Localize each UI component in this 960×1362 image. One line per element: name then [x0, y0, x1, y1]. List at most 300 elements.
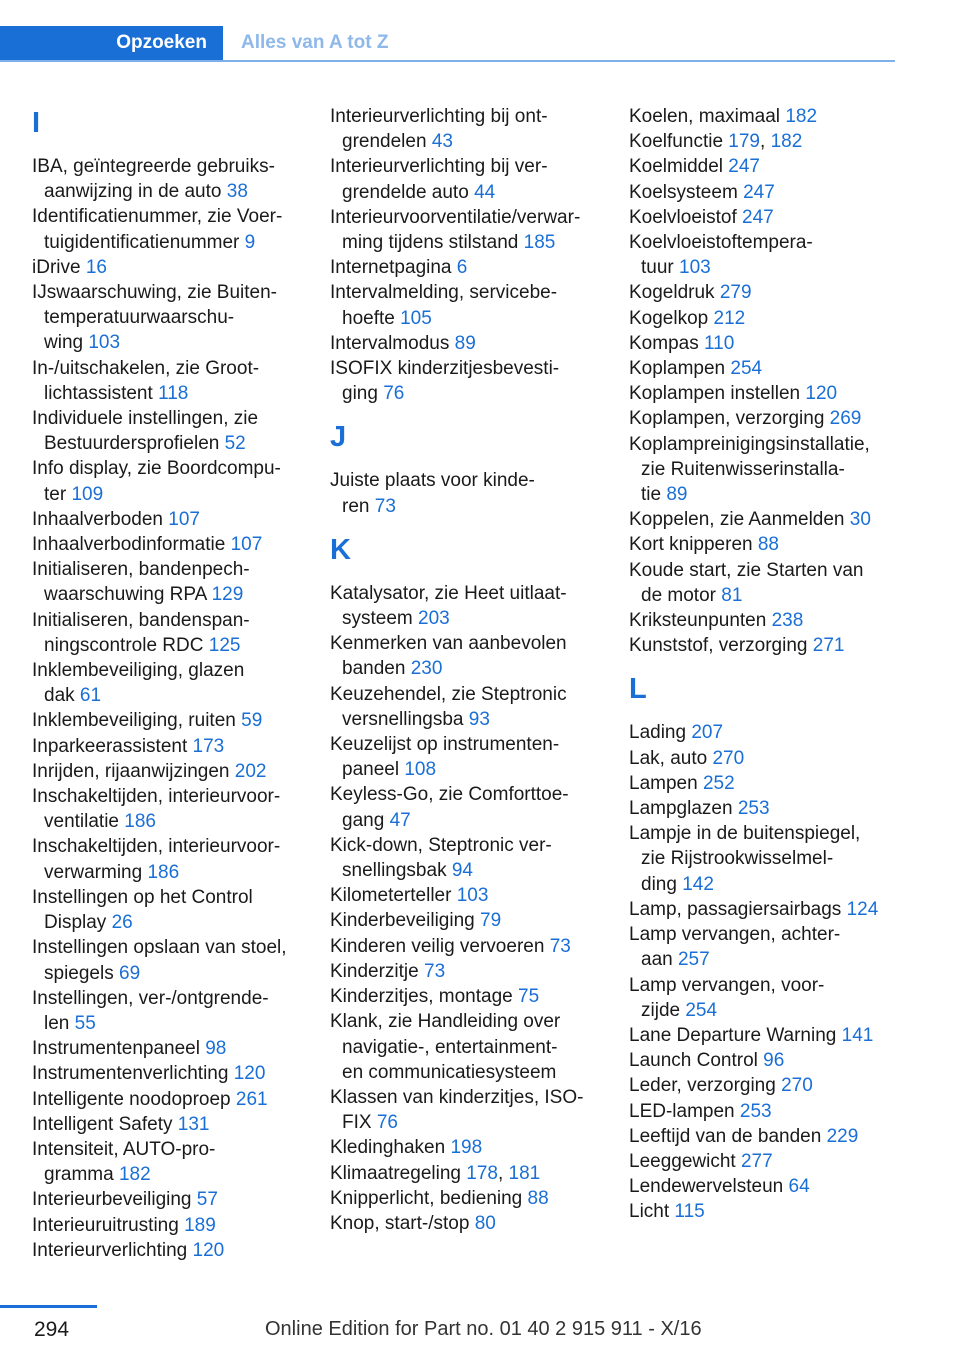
- page-reference-link[interactable]: 43: [431, 131, 453, 153]
- index-entry: [330, 104, 626, 154]
- page-reference-link[interactable]: 252: [702, 772, 735, 794]
- page-reference-link[interactable]: 203: [418, 608, 450, 630]
- index-entry: [32, 608, 328, 658]
- entry-text: wing: [44, 332, 84, 354]
- index-entry: [330, 934, 626, 959]
- entry-text: Initialiseren, bandenpech-: [32, 559, 250, 581]
- entry-text: Lading: [629, 722, 687, 744]
- entry-text: Knipperlicht, bediening: [330, 1187, 523, 1209]
- page-reference-link[interactable]: 270: [781, 1075, 813, 1097]
- page-reference-link[interactable]: 212: [713, 307, 746, 329]
- entry-text: Inparkeerassistent: [32, 735, 188, 757]
- entry-text: Kompas: [629, 332, 699, 354]
- page-reference-link[interactable]: 64: [788, 1176, 810, 1198]
- page-reference-link[interactable]: 182: [770, 131, 803, 153]
- page-reference-link[interactable]: 107: [230, 534, 263, 556]
- entry-text: tie: [641, 484, 662, 506]
- page-reference-link[interactable]: 125: [208, 634, 241, 656]
- index-entry: [629, 821, 925, 897]
- entry-text: Bestuurdersprofielen: [44, 433, 220, 455]
- index-entry: [32, 734, 328, 759]
- entry-text: ventilatie: [44, 811, 119, 833]
- entry-text: Kinderzitjes, montage: [330, 986, 513, 1008]
- page-reference-link[interactable]: 279: [719, 282, 752, 304]
- entry-text: Individuele instellingen, zie: [32, 408, 259, 430]
- index-entry: [629, 897, 925, 922]
- entry-text: Lamp vervangen, achter-: [629, 924, 841, 946]
- entry-text: Intelligent Safety: [32, 1113, 173, 1135]
- page-reference-link[interactable]: 257: [677, 949, 710, 971]
- page-reference-link[interactable]: 88: [527, 1187, 549, 1209]
- entry-text: Inrijden, rijaanwijzingen: [32, 760, 230, 782]
- entry-text: Inklembeveiliging, ruiten: [32, 710, 236, 732]
- index-entry: [32, 1213, 328, 1238]
- entry-text: lichtassistent: [44, 382, 153, 404]
- entry-text: Instellingen, ver-/ontgrende-: [32, 987, 269, 1009]
- entry-text: Keuzehendel, zie Steptronic: [330, 683, 567, 705]
- page-reference-link[interactable]: 261: [235, 1088, 268, 1110]
- page-reference-link[interactable]: 44: [474, 181, 496, 203]
- entry-text: Inschakeltijden, interieurvoor-: [32, 786, 281, 808]
- index-entry: [629, 1124, 925, 1149]
- page-reference-link[interactable]: 124: [846, 898, 879, 920]
- index-entry: [629, 922, 925, 972]
- index-entry: [330, 468, 626, 518]
- entry-text: Kriksteunpunten: [629, 610, 767, 632]
- index-entry: [330, 682, 626, 732]
- page-reference-link[interactable]: 73: [549, 935, 571, 957]
- index-entry: [32, 1137, 328, 1187]
- entry-text: Keyless-Go, zie Comforttoe-: [330, 784, 569, 806]
- entry-text: IBA, geïntegreerde gebruiks-: [32, 156, 275, 177]
- index-entry: [32, 507, 328, 532]
- index-letter-heading: K: [330, 533, 351, 566]
- entry-text: Inhaalverboden: [32, 508, 163, 530]
- page-reference-link[interactable]: 115: [674, 1201, 705, 1223]
- index-entry: [32, 456, 328, 506]
- page-reference-link[interactable]: 120: [805, 383, 838, 405]
- entry-text: waarschuwing RPA: [44, 584, 207, 606]
- entry-text: Keuzelijst op instrumenten-: [330, 734, 560, 756]
- index-entry: [330, 732, 626, 782]
- index-letter-heading: I: [32, 107, 41, 139]
- entry-text: Lampje in de buitenspiegel,: [629, 823, 861, 845]
- entry-text: tuur: [641, 257, 674, 279]
- entry-text: Interieurverlichting bij ont-: [330, 106, 548, 127]
- entry-text: navigatie-, entertainment-: [342, 1036, 558, 1058]
- index-entry: [330, 331, 626, 356]
- index-entry: [629, 230, 925, 280]
- footer-accent-bar: [0, 1305, 97, 1308]
- index-entry: [32, 154, 328, 204]
- index-entry: [629, 633, 925, 658]
- page-number: 294: [34, 1318, 70, 1341]
- entry-text: Inklembeveiliging, glazen: [32, 660, 245, 682]
- entry-text: Kinderbeveiliging: [330, 910, 475, 932]
- page-reference-link[interactable]: 69: [119, 962, 141, 984]
- entry-text: Intensiteit, AUTO-pro-: [32, 1138, 216, 1160]
- entry-text: Interieurverlichting: [32, 1239, 188, 1261]
- entry-text: Koelfunctie: [629, 131, 724, 153]
- index-entry: [32, 986, 328, 1036]
- index-entry: [629, 154, 925, 179]
- index-entry: [32, 784, 328, 834]
- index-entry: [629, 1149, 925, 1174]
- entry-text: ren: [342, 495, 370, 517]
- index-entry: [32, 532, 328, 557]
- entry-text: Koplampen, verzorging: [629, 408, 825, 430]
- index-entry: [629, 306, 925, 331]
- entry-text: ningscontrole RDC: [44, 634, 204, 656]
- entry-text: Inschakeltijden, interieurvoor-: [32, 836, 281, 858]
- index-entry: [629, 532, 925, 557]
- page-reference-link[interactable]: 202: [234, 760, 267, 782]
- index-entry: [330, 908, 626, 933]
- entry-text: gramma: [44, 1164, 114, 1186]
- entry-text: Instellingen op het Control: [32, 886, 253, 908]
- page-reference-link[interactable]: 118: [158, 382, 189, 404]
- edition-footer: Online Edition for Part no. 01 40 2 915 911 - X/16: [265, 1318, 702, 1340]
- entry-text: Lak, auto: [629, 747, 708, 769]
- index-entry: [32, 759, 328, 784]
- entry-text: tuigidentificatienummer: [44, 231, 240, 253]
- index-entry: [32, 1036, 328, 1061]
- page-reference-link[interactable]: 182: [118, 1164, 151, 1186]
- page-reference-link[interactable]: 26: [111, 912, 133, 934]
- index-entry: [330, 154, 626, 204]
- tab-alles-van-a-tot-z[interactable]: Alles van A tot Z: [241, 32, 389, 53]
- tab-opzoeken[interactable]: Opzoeken: [0, 26, 223, 60]
- page-reference-link[interactable]: 129: [211, 584, 244, 606]
- page-reference-link[interactable]: 141: [841, 1024, 874, 1046]
- page-reference-link[interactable]: 38: [226, 181, 248, 203]
- page-reference-link[interactable]: 189: [184, 1214, 216, 1236]
- page-reference-link[interactable]: 73: [374, 495, 396, 517]
- index-entry: [330, 255, 626, 280]
- entry-text: IJswaarschuwing, zie Buiten-: [32, 282, 277, 304]
- page-reference-link[interactable]: 96: [763, 1050, 785, 1072]
- entry-text: Kogeldruk: [629, 282, 715, 304]
- page-reference-link[interactable]: 108: [404, 759, 437, 781]
- page-reference-link[interactable]: 186: [147, 861, 180, 883]
- page-reference-link[interactable]: 88: [757, 534, 779, 556]
- page-reference-link[interactable]: 103: [456, 885, 489, 907]
- entry-text: ding: [641, 873, 677, 895]
- page-reference-link[interactable]: 47: [389, 809, 411, 831]
- page-reference-link[interactable]: 79: [480, 910, 502, 932]
- entry-text: gang: [342, 809, 385, 831]
- entry-text: dak: [44, 685, 75, 707]
- entry-text: FIX: [342, 1112, 372, 1134]
- index-entry: [32, 406, 328, 456]
- entry-text: Knop, start-/stop: [330, 1212, 470, 1234]
- entry-text: Initialiseren, bandenspan-: [32, 609, 250, 631]
- index-entry: [32, 204, 328, 254]
- entry-text: Kenmerken van aanbevolen: [330, 633, 567, 655]
- page-reference-link[interactable]: 270: [712, 747, 745, 769]
- entry-text: Identificatienummer, zie Voer-: [32, 206, 283, 228]
- entry-text: Launch Control: [629, 1050, 758, 1072]
- page-reference-link[interactable]: 131: [177, 1113, 210, 1135]
- entry-text: verwarming: [44, 861, 143, 883]
- page-reference-link[interactable]: 93: [468, 708, 490, 730]
- page-reference-link[interactable]: 76: [383, 383, 405, 405]
- index-entry: [629, 1048, 925, 1073]
- page-reference-link[interactable]: 89: [454, 332, 476, 354]
- entry-text: Kinderzitje: [330, 960, 419, 982]
- page-reference-link[interactable]: 55: [74, 1012, 96, 1034]
- index-entry: [330, 782, 626, 832]
- page-reference-link[interactable]: 182: [785, 106, 818, 127]
- entry-text: zijde: [641, 999, 681, 1021]
- entry-text: Koplampen instellen: [629, 383, 801, 405]
- index-column-1: [32, 104, 328, 1263]
- index-entry: [330, 984, 626, 1009]
- page-reference-link[interactable]: 247: [742, 206, 774, 228]
- entry-text: len: [44, 1012, 70, 1034]
- page-reference-link[interactable]: 253: [739, 1100, 772, 1122]
- entry-text: Koelen, maximaal: [629, 106, 781, 127]
- entry-text: Intervalmelding, servicebe-: [330, 282, 558, 304]
- entry-text: Instellingen opslaan van stoel,: [32, 937, 287, 959]
- entry-text: Intelligente noodoproep: [32, 1088, 231, 1110]
- entry-text: Lendewervelsteun: [629, 1176, 784, 1198]
- index-entry: [629, 356, 925, 381]
- index-entry: [629, 205, 925, 230]
- entry-text: grendelen: [342, 131, 427, 153]
- index-entry: [32, 834, 328, 884]
- page-reference-link[interactable]: 81: [721, 584, 743, 606]
- entry-text: LED-lampen: [629, 1100, 735, 1122]
- index-entry: [32, 935, 328, 985]
- page-reference-link[interactable]: 103: [679, 257, 711, 279]
- entry-text: Inhaalverbodinformatie: [32, 534, 226, 556]
- entry-text: zie Ruitenwisserinstalla-: [641, 458, 845, 480]
- entry-text: spiegels: [44, 962, 114, 984]
- index-entry: [330, 883, 626, 908]
- entry-text: versnellingsba: [342, 708, 464, 730]
- page-reference-link[interactable]: 16: [85, 256, 107, 278]
- index-entry: [330, 1211, 626, 1236]
- index-entry: [32, 658, 328, 708]
- page-reference-link[interactable]: 57: [196, 1189, 218, 1211]
- index-entry: [32, 255, 328, 280]
- page-reference-link[interactable]: 185: [523, 232, 556, 254]
- index-entry: Koelfunctie 179, 182: [629, 131, 803, 153]
- entry-text: Koplampen: [629, 358, 726, 380]
- entry-text: ming tijdens stilstand: [342, 232, 519, 254]
- entry-text: Intervalmodus: [330, 332, 450, 354]
- entry-text: Koelvloeistof: [629, 206, 737, 228]
- index-entry: [32, 280, 328, 356]
- entry-text: Kinderen veilig vervoeren: [330, 935, 545, 957]
- entry-text: Interieurvoorventilatie/verwar-: [330, 206, 581, 228]
- index-entry: [629, 1073, 925, 1098]
- index-entry: [32, 1087, 328, 1112]
- index-entry: [629, 608, 925, 633]
- entry-text: iDrive: [32, 256, 81, 278]
- entry-text: Interieurbeveiliging: [32, 1189, 192, 1211]
- page-reference-link[interactable]: 254: [730, 358, 763, 380]
- page-reference-link[interactable]: 186: [124, 811, 156, 833]
- page-reference-link[interactable]: 179: [728, 131, 760, 153]
- index-entry: [629, 1174, 925, 1199]
- index-letter-heading: L: [629, 673, 647, 706]
- index-entry: [330, 631, 626, 681]
- index-letter-heading: J: [330, 421, 347, 454]
- entry-text: banden: [342, 658, 406, 680]
- entry-text: snellingsbak: [342, 860, 447, 882]
- index-column-3: [629, 104, 925, 1225]
- entry-text: Kledinghaken: [330, 1137, 446, 1159]
- index-entry: [629, 746, 925, 771]
- page-reference-link[interactable]: 253: [737, 798, 770, 820]
- page-reference-link[interactable]: 76: [376, 1112, 398, 1134]
- page-reference-link[interactable]: 98: [205, 1038, 227, 1060]
- header-tabbar: [0, 26, 895, 62]
- entry-text: Koppelen, zie Aanmelden: [629, 509, 845, 531]
- page-reference-link[interactable]: 89: [666, 484, 688, 506]
- entry-text: Koelvloeistoftempera-: [629, 232, 813, 254]
- index-entry: [629, 432, 925, 508]
- page-reference-link[interactable]: 230: [410, 658, 443, 680]
- page-reference-link[interactable]: 238: [771, 610, 804, 632]
- entry-text: Instrumentenpaneel: [32, 1038, 200, 1060]
- page-reference-link[interactable]: 271: [812, 635, 845, 657]
- entry-text: Kogelkop: [629, 307, 709, 329]
- index-entry: [32, 708, 328, 733]
- index-entry: [629, 331, 925, 356]
- entry-text: Leeggewicht: [629, 1150, 736, 1172]
- entry-text: Kunststof, verzorging: [629, 635, 808, 657]
- index-entry: [32, 557, 328, 607]
- page-reference-link[interactable]: 178: [466, 1162, 498, 1184]
- index-entry: [629, 507, 925, 532]
- page-reference-link[interactable]: 59: [241, 710, 263, 732]
- entry-text: Kilometerteller: [330, 885, 452, 907]
- index-entry: [330, 205, 626, 255]
- page-reference-link[interactable]: 105: [400, 307, 432, 329]
- entry-text: Lane Departure Warning: [629, 1024, 837, 1046]
- index-entry: [629, 1023, 925, 1048]
- entry-text: systeem: [342, 608, 413, 630]
- entry-text: Info display, zie Boordcompu-: [32, 458, 281, 480]
- index-entry: [330, 1135, 626, 1160]
- page-reference-link[interactable]: 254: [685, 999, 718, 1021]
- entry-text: Display: [44, 912, 107, 934]
- page-reference-link[interactable]: 80: [474, 1212, 496, 1234]
- entry-text: Lamp, passagiersairbags: [629, 898, 842, 920]
- index-entry: [629, 104, 925, 129]
- index-entry: [629, 180, 925, 205]
- entry-text: hoefte: [342, 307, 395, 329]
- index-entry: [629, 381, 925, 406]
- page-reference-link[interactable]: 9: [244, 231, 256, 253]
- page-reference-link[interactable]: 110: [703, 332, 735, 354]
- index-entry: [32, 1061, 328, 1086]
- page-reference-link[interactable]: 30: [849, 509, 871, 531]
- page-reference-link[interactable]: 173: [192, 735, 225, 757]
- index-entry: [330, 1009, 626, 1085]
- index-column-2: [330, 104, 626, 1236]
- page-reference-link[interactable]: 94: [451, 860, 473, 882]
- page-reference-link[interactable]: 120: [233, 1063, 266, 1085]
- page-reference-link[interactable]: 52: [224, 433, 246, 455]
- index-entry: [330, 581, 626, 631]
- index-entry: [629, 720, 925, 745]
- index-entry: [629, 558, 925, 608]
- entry-text: temperatuurwaarschu-: [44, 307, 235, 329]
- index-entry: [629, 796, 925, 821]
- page-reference-link[interactable]: 142: [682, 873, 714, 895]
- index-entry: Klimaatregeling 178, 181: [330, 1162, 541, 1184]
- entry-text: Leeftijd van de banden: [629, 1125, 822, 1147]
- index-entry: [32, 1238, 328, 1263]
- page-reference-link[interactable]: 103: [88, 332, 121, 354]
- index-entry: [32, 356, 328, 406]
- entry-text: aan: [641, 949, 673, 971]
- entry-text: In-/uitschakelen, zie Groot-: [32, 357, 260, 379]
- page-reference-link[interactable]: 269: [829, 408, 862, 430]
- entry-text: en communicatiesysteem: [342, 1061, 557, 1083]
- index-entry: [629, 280, 925, 305]
- entry-text: Licht: [629, 1201, 670, 1223]
- entry-text: aanwijzing in de auto: [44, 181, 222, 203]
- index-entry: [330, 833, 626, 883]
- index-entry: [32, 885, 328, 935]
- page-reference-link[interactable]: 61: [79, 685, 102, 707]
- page-reference-link[interactable]: 181: [508, 1162, 541, 1184]
- entry-text: Interieuruitrusting: [32, 1214, 179, 1236]
- entry-text: Kick-down, Steptronic ver-: [330, 834, 552, 856]
- entry-text: Koelsysteem: [629, 181, 738, 203]
- index-entry: [32, 1112, 328, 1137]
- page-reference-link[interactable]: 198: [450, 1137, 483, 1159]
- page-reference-link[interactable]: 107: [168, 508, 200, 530]
- entry-text: Katalysator, zie Heet uitlaat-: [330, 582, 567, 604]
- index-entry: [629, 406, 925, 431]
- entry-text: Interieurverlichting bij ver-: [330, 156, 548, 178]
- page-reference-link[interactable]: 6: [456, 257, 468, 279]
- entry-text: zie Rijstrookwisselmel-: [641, 848, 834, 870]
- entry-text: Koelmiddel: [629, 156, 723, 178]
- page-reference-link[interactable]: 73: [424, 960, 446, 982]
- page-reference-link[interactable]: 247: [743, 181, 775, 203]
- entry-text: Koude start, zie Starten van: [629, 559, 864, 581]
- page-reference-link[interactable]: 120: [192, 1239, 225, 1261]
- page-reference-link[interactable]: 247: [728, 156, 760, 178]
- page-reference-link[interactable]: 277: [740, 1150, 773, 1172]
- index-entry: [629, 771, 925, 796]
- page-reference-link[interactable]: 75: [518, 986, 540, 1008]
- entry-text: Klank, zie Handleiding over: [330, 1011, 561, 1033]
- page-reference-link[interactable]: 229: [826, 1125, 859, 1147]
- index-entry: [330, 1085, 626, 1135]
- index-entry: [629, 1199, 925, 1224]
- entry-text: Lamp vervangen, voor-: [629, 974, 825, 996]
- index-entry: [330, 356, 626, 406]
- entry-text: Lampglazen: [629, 798, 733, 820]
- page-reference-link[interactable]: 109: [71, 483, 104, 505]
- entry-text: Koplampreinigingsinstallatie,: [629, 433, 870, 455]
- entry-text: paneel: [342, 759, 400, 781]
- entry-text: Internetpagina: [330, 257, 452, 279]
- index-entry: [330, 1186, 626, 1211]
- page-reference-link[interactable]: 207: [691, 722, 724, 744]
- entry-text: Klimaatregeling: [330, 1162, 461, 1184]
- entry-text: grendelde auto: [342, 181, 469, 203]
- entry-text: Instrumentenverlichting: [32, 1063, 229, 1085]
